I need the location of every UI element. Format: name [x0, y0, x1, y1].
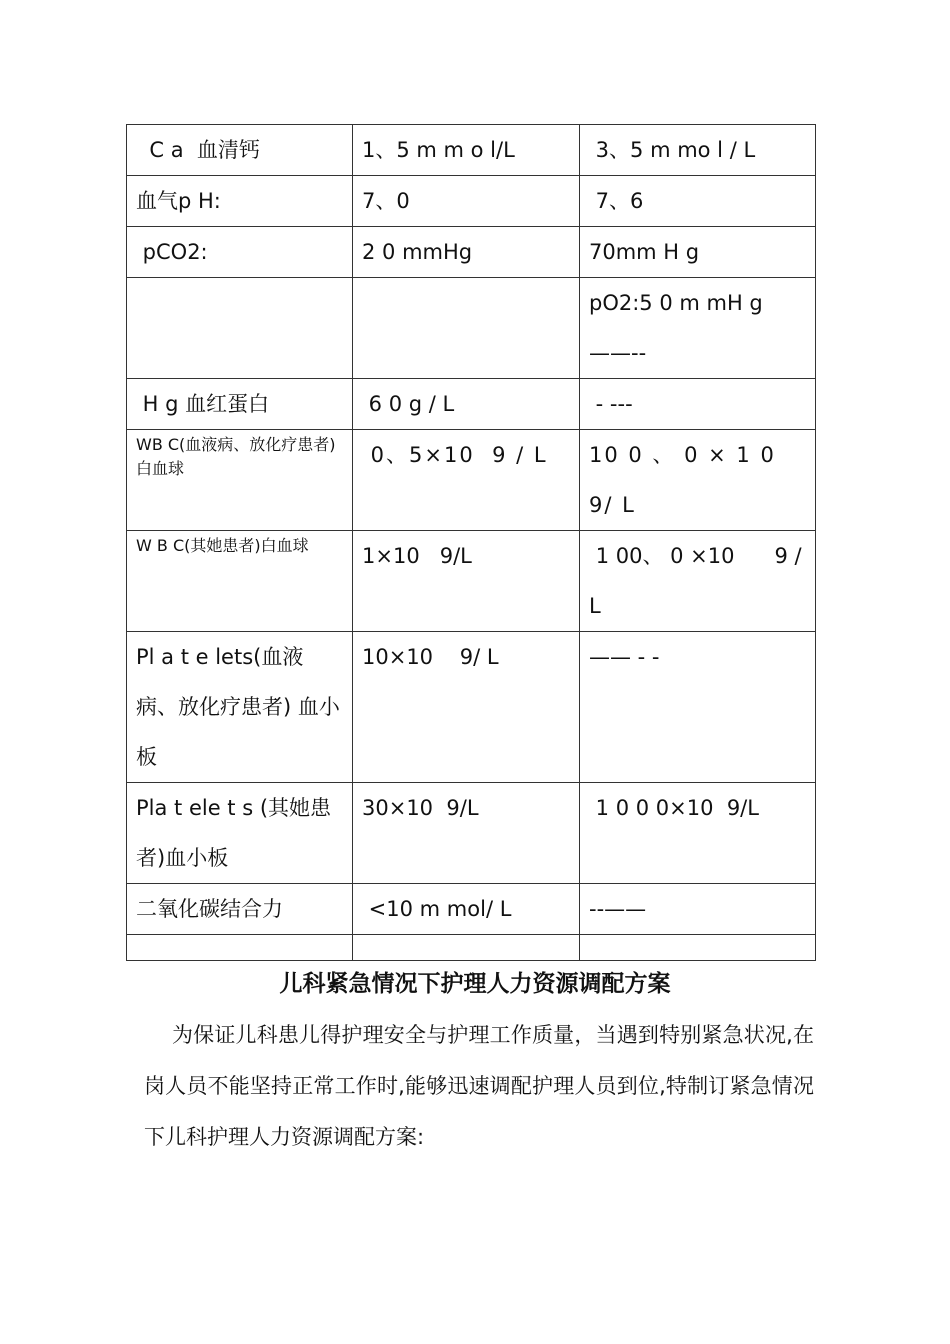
table-cell-item: W B C(其她患者)白血球 — [127, 531, 353, 632]
table-cell-low: 7、0 — [353, 176, 580, 227]
table-cell-item: Pla t ele t s (其她患者)血小板 — [127, 783, 353, 884]
table-cell-high: pO2:5 0 m mH g ——-- — [580, 278, 816, 379]
table-row — [127, 227, 816, 278]
table-row — [127, 278, 816, 379]
table-cell-low: <10 m mol/ L — [353, 884, 580, 935]
lab-values-table — [126, 124, 816, 961]
table-cell-item: H g 血红蛋白 — [127, 379, 353, 430]
table-cell-high: 7、6 — [580, 176, 816, 227]
table-cell-low: 10×10 9/ L — [353, 632, 580, 783]
table-row — [127, 935, 816, 961]
table-cell-item: pCO2: — [127, 227, 353, 278]
table-cell-low — [353, 278, 580, 379]
table-cell-item: 血气p H: — [127, 176, 353, 227]
table-cell-item: Pl a t e lets(血液病、放化疗患者) 血小板 — [127, 632, 353, 783]
table-row — [127, 531, 816, 632]
table-row — [127, 783, 816, 884]
table-row — [127, 379, 816, 430]
table-cell-high: - --- — [580, 379, 816, 430]
table-cell-item: WB C(血液病、放化疗患者) 白血球 — [127, 430, 353, 531]
table-cell-high: 3、5 m mo l / L — [580, 125, 816, 176]
table-cell-low — [353, 935, 580, 961]
table-cell-low: 2 0 mmHg — [353, 227, 580, 278]
table-cell-item — [127, 278, 353, 379]
table-cell-low: 1×10 9/L — [353, 531, 580, 632]
body-paragraph: 为保证儿科患儿得护理安全与护理工作质量，当遇到特别紧急状况,在岗人员不能坚持正常工作时,能够迅速调配护理人员到位,特制订紧急情况下儿科护理人力资源调配方案: — [144, 1023, 814, 1149]
table-cell-low: 1、5 m m o l/L — [353, 125, 580, 176]
table-cell-high: 70mm H g — [580, 227, 816, 278]
table-cell-item: 二氧化碳结合力 — [127, 884, 353, 935]
table-row — [127, 176, 816, 227]
table-cell-low: 30×10 9/L — [353, 783, 580, 884]
table-cell-high: 10 0 、 0 × 1 0 9/ L — [580, 430, 816, 531]
table-row — [127, 884, 816, 935]
table-cell-item — [127, 935, 353, 961]
table-cell-item: C a 血清钙 — [127, 125, 353, 176]
section-heading: 儿科紧急情况下护理人力资源调配方案 — [279, 971, 671, 997]
table-row — [127, 632, 816, 783]
table-cell-low: 6 0 g / L — [353, 379, 580, 430]
table-cell-high: 1 00、 0 ×10 9 / L — [580, 531, 816, 632]
table-cell-high: —— - - — [580, 632, 816, 783]
table-cell-low: 0、5×10 9 / L — [353, 430, 580, 531]
table-row — [127, 430, 816, 531]
table-row — [127, 125, 816, 176]
table-cell-high: 1 0 0 0×10 9/L — [580, 783, 816, 884]
table-cell-high: --—— — [580, 884, 816, 935]
table-cell-high — [580, 935, 816, 961]
